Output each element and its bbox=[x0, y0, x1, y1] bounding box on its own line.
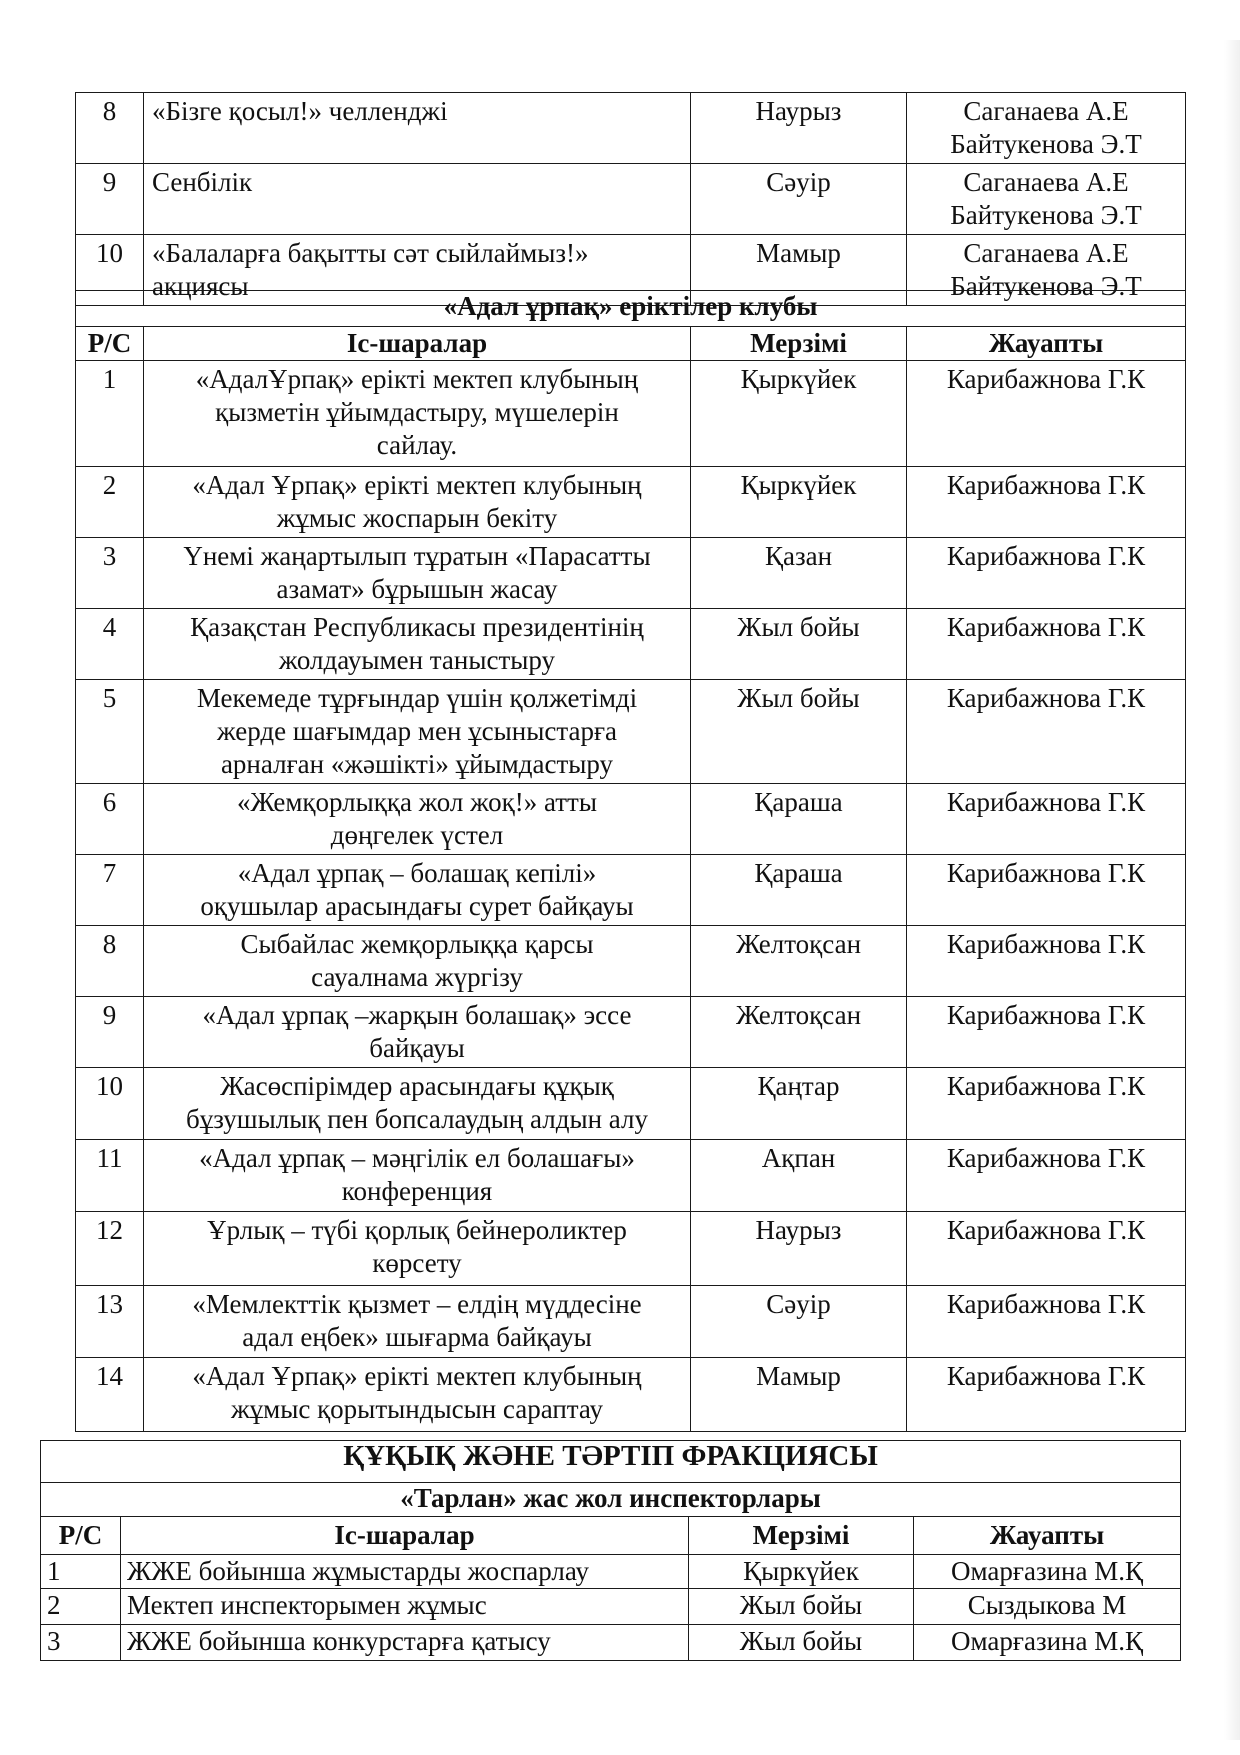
event-text: «Мемлекттік қызмет – елдің мүддесіне адал еңбек» шығарма байқауы bbox=[192, 1289, 642, 1352]
header-row bbox=[41, 1517, 1181, 1555]
responsible-cell: Саганаева А.Е Байтукенова Э.Т bbox=[950, 96, 1142, 159]
table-row bbox=[76, 1286, 1186, 1358]
date-cell: Жыл бойы bbox=[689, 1589, 914, 1625]
table-row bbox=[76, 361, 1186, 467]
date-cell: Мамыр bbox=[691, 1358, 907, 1432]
table-row bbox=[76, 538, 1186, 609]
row-number: 8 bbox=[76, 93, 144, 164]
responsible-cell: Карибажнова Г.К bbox=[907, 467, 1186, 538]
row-number: 12 bbox=[76, 1212, 144, 1286]
event-text: Мекемеде тұрғындар үшін қолжетімді жерде шағымдар мен ұсыныстарға арналған «жәшікті» ұйымдастыру bbox=[196, 683, 638, 779]
date-cell: Қыркүйек bbox=[691, 467, 907, 538]
date-cell: Наурыз bbox=[691, 1212, 907, 1286]
row-number: 10 bbox=[76, 1068, 144, 1140]
header-number: Р/С bbox=[41, 1517, 121, 1555]
row-number: 2 bbox=[76, 467, 144, 538]
date-cell: Сәуір bbox=[691, 1286, 907, 1358]
table-row bbox=[76, 784, 1186, 855]
header-number: Р/С bbox=[76, 327, 144, 361]
table-row bbox=[76, 1068, 1186, 1140]
date-cell: Ақпан bbox=[691, 1140, 907, 1212]
date-cell: Қыркүйек bbox=[689, 1555, 914, 1589]
event-text: «Адал Ұрпақ» ерікті мектеп клубының жұмыс жоспарын бекіту bbox=[192, 470, 642, 533]
date-cell: Наурыз bbox=[691, 93, 907, 164]
event-text: «Адал ұрпақ – мәңгілік ел болашағы» конференция bbox=[199, 1143, 635, 1206]
row-number: 13 bbox=[76, 1286, 144, 1358]
header-row bbox=[76, 327, 1186, 361]
responsible-cell: Карибажнова Г.К bbox=[907, 1212, 1186, 1286]
date-cell: Қараша bbox=[691, 784, 907, 855]
responsible-cell: Сыздыкова М bbox=[914, 1589, 1181, 1625]
date-cell: Желтоқсан bbox=[691, 926, 907, 997]
row-number: 6 bbox=[76, 784, 144, 855]
date-cell: Желтоқсан bbox=[691, 997, 907, 1068]
date-cell: Жыл бойы bbox=[689, 1625, 914, 1661]
event-text: Сыбайлас жемқорлыққа қарсы сауалнама жүргізу bbox=[240, 929, 594, 992]
row-number: 11 bbox=[76, 1140, 144, 1212]
event-text: ЖЖЕ бойынша конкурстарға қатысу bbox=[121, 1625, 689, 1661]
responsible-cell: Карибажнова Г.К bbox=[907, 997, 1186, 1068]
events-table-continued bbox=[75, 92, 1186, 306]
club-events-table bbox=[75, 290, 1186, 1432]
responsible-cell: Карибажнова Г.К bbox=[907, 361, 1186, 467]
table-row bbox=[76, 467, 1186, 538]
responsible-cell: Карибажнова Г.К bbox=[907, 926, 1186, 997]
date-cell: Қаңтар bbox=[691, 1068, 907, 1140]
responsible-cell: Омарғазина М.Қ bbox=[914, 1625, 1181, 1661]
event-text: Қазақстан Республикасы президентінің жолдауымен таныстыру bbox=[190, 612, 644, 675]
event-text: «Балаларға бақытты сәт сыйлаймыз!» акциясы bbox=[152, 238, 589, 301]
event-text: «Адал ұрпақ – болашақ кепілі» оқушылар арасындағы сурет байқауы bbox=[200, 858, 634, 921]
table-row bbox=[76, 855, 1186, 926]
table-row bbox=[76, 1358, 1186, 1432]
header-responsible: Жауапты bbox=[907, 327, 1186, 361]
page-edge-shadow bbox=[1224, 40, 1240, 1740]
responsible-cell: Карибажнова Г.К bbox=[907, 680, 1186, 784]
responsible-cell: Карибажнова Г.К bbox=[907, 538, 1186, 609]
responsible-cell: Карибажнова Г.К bbox=[907, 855, 1186, 926]
responsible-cell: Саганаева А.Е Байтукенова Э.Т bbox=[950, 167, 1142, 230]
row-number: 9 bbox=[76, 164, 144, 235]
event-text: Үнемі жаңартылып тұратын «Парасатты азамат» бұрышын жасау bbox=[183, 541, 651, 604]
section-title: ҚҰҚЫҚ ЖӘНЕ ТӘРТІП ФРАКЦИЯСЫ bbox=[41, 1441, 1181, 1483]
event-text: «Адал Ұрпақ» ерікті мектеп клубының жұмыс қорытындысын сараптау bbox=[192, 1361, 642, 1424]
date-cell: Сәуір bbox=[691, 164, 907, 235]
date-cell: Жыл бойы bbox=[691, 609, 907, 680]
row-number: 3 bbox=[41, 1625, 121, 1661]
row-number: 4 bbox=[76, 609, 144, 680]
table-row bbox=[76, 926, 1186, 997]
row-number: 14 bbox=[76, 1358, 144, 1432]
responsible-cell: Карибажнова Г.К bbox=[907, 1358, 1186, 1432]
header-responsible: Жауапты bbox=[914, 1517, 1181, 1555]
row-number: 5 bbox=[76, 680, 144, 784]
traffic-inspectors-table bbox=[40, 1440, 1181, 1661]
row-number: 1 bbox=[76, 361, 144, 467]
event-text: «Бізге қосыл!» челленджі bbox=[152, 96, 448, 126]
date-cell: Қараша bbox=[691, 855, 907, 926]
date-cell: Қазан bbox=[691, 538, 907, 609]
date-cell: Мамыр bbox=[691, 235, 907, 306]
table-row bbox=[76, 680, 1186, 784]
event-text: «Жемқорлыққа жол жоқ!» атты дөңгелек үстел bbox=[237, 787, 597, 850]
table-row bbox=[41, 1589, 1181, 1625]
row-number: 2 bbox=[41, 1589, 121, 1625]
responsible-cell: Саганаева А.Е Байтукенова Э.Т bbox=[950, 238, 1142, 301]
row-number: 1 bbox=[41, 1555, 121, 1589]
header-events: Іс-шаралар bbox=[144, 327, 691, 361]
table-row bbox=[41, 1555, 1181, 1589]
table-row bbox=[76, 609, 1186, 680]
date-cell: Жыл бойы bbox=[691, 680, 907, 784]
event-text: ЖЖЕ бойынша жұмыстарды жоспарлау bbox=[121, 1555, 689, 1589]
header-date: Мерзімі bbox=[691, 327, 907, 361]
row-number: 8 bbox=[76, 926, 144, 997]
header-date: Мерзімі bbox=[689, 1517, 914, 1555]
row-number: 3 bbox=[76, 538, 144, 609]
table-row bbox=[76, 997, 1186, 1068]
table-row bbox=[76, 93, 1186, 164]
table-row bbox=[76, 1212, 1186, 1286]
responsible-cell: Карибажнова Г.К bbox=[907, 609, 1186, 680]
event-text: «АдалҰрпақ» ерікті мектеп клубының қызметін ұйымдастыру, мүшелерін сайлау. bbox=[195, 364, 639, 460]
responsible-cell: Омарғазина М.Қ bbox=[914, 1555, 1181, 1589]
date-cell: Қыркүйек bbox=[691, 361, 907, 467]
table-row bbox=[76, 164, 1186, 235]
event-text: Ұрлық – түбі қорлық бейнероликтер көрсету bbox=[207, 1215, 627, 1278]
responsible-cell: Карибажнова Г.К bbox=[907, 1286, 1186, 1358]
group-title: «Тарлан» жас жол инспекторлары bbox=[41, 1483, 1181, 1517]
row-number: 7 bbox=[76, 855, 144, 926]
header-events: Іс-шаралар bbox=[121, 1517, 689, 1555]
table-row bbox=[41, 1625, 1181, 1661]
event-text: «Адал ұрпақ –жарқын болашақ» эссе байқауы bbox=[202, 1000, 632, 1063]
row-number: 9 bbox=[76, 997, 144, 1068]
responsible-cell: Карибажнова Г.К bbox=[907, 1068, 1186, 1140]
responsible-cell: Карибажнова Г.К bbox=[907, 784, 1186, 855]
event-text: Сенбілік bbox=[152, 167, 253, 197]
responsible-cell: Карибажнова Г.К bbox=[907, 1140, 1186, 1212]
row-number: 10 bbox=[76, 235, 144, 306]
event-text: Мектеп инспекторымен жұмыс bbox=[121, 1589, 689, 1625]
event-text: Жасөспірімдер арасындағы құқық бұзушылық пен бопсалаудың алдын алу bbox=[185, 1071, 649, 1134]
table-row bbox=[76, 1140, 1186, 1212]
club-title: «Адал ұрпақ» еріктілер клубы bbox=[76, 291, 1186, 327]
